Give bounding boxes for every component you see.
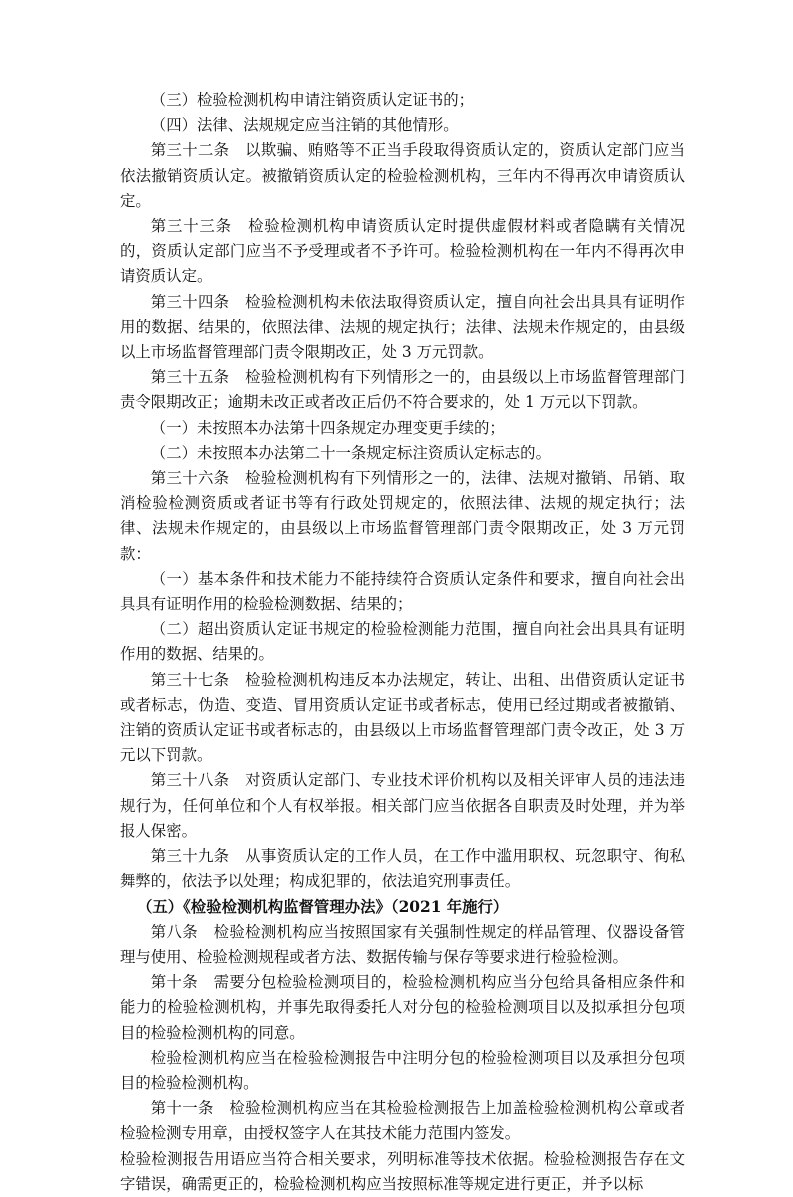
article-11-paragraph: 第十一条 检验检测机构应当在其检验检测报告上加盖检验检测机构公章或者检验检测专用章，由授权签字人在其技术能力范围内签发。 xyxy=(120,1099,685,1143)
document-page xyxy=(120,88,685,1197)
article-11-subparagraph: 检验检测报告用语应当符合相关要求，列明标准等技术依据。检验检测报告存在文字错误，确需更正的，检验检测机构应当按照标准等规定进行更正，并予以标 xyxy=(120,1149,685,1193)
article-34-paragraph: 第三十四条 检验检测机构未依法取得资质认定，擅自向社会出具具有证明作用的数据、结果的，依照法律、法规的规定执行；法律、法规未作规定的，由县级以上市场监督管理部门责令限期改正，处 3 万元罚款。 xyxy=(120,292,685,362)
article-35-paragraph: 第三十五条 检验检测机构有下列情形之一的，由县级以上市场监督管理部门责令限期改正；逾期未改正或者改正后仍不符合要求的，处 1 万元以下罚款。 xyxy=(120,368,685,412)
article-33-paragraph: 第三十三条 检验检测机构申请资质认定时提供虚假材料或者隐瞒有关情况的，资质认定部门应当不予受理或者不予许可。检验检测机构在一年内不得再次申请资质认定。 xyxy=(120,217,685,286)
article-38-paragraph: 第三十八条 对资质认定部门、专业技术评价机构以及相关评审人员的违法违规行为，任何单位和个人有权举报。相关部门应当依据各自职责及时处理，并为举报人保密。 xyxy=(120,771,685,840)
item-4-paragraph: （四）法律、法规规定应当注销的其他情形。 xyxy=(150,116,459,135)
section-heading: （五）《检验检测机构监督管理办法》（2021 年施行） xyxy=(136,897,509,916)
item-3-paragraph: （三）检验检测机构申请注销资质认定证书的； xyxy=(150,91,475,109)
article-35-item-2: （二）未按照本办法第二十一条规定标注资质认定标志的。 xyxy=(150,443,551,462)
article-32-paragraph: 第三十二条 以欺骗、贿赂等不正当手段取得资质认定的，资质认定部门应当依法撤销资质认定。被撤销资质认定的检验检测机构，三年内不得再次申请资质认定。 xyxy=(120,141,685,210)
article-10-subparagraph: 检验检测机构应当在检验检测报告中注明分包的检验检测项目以及承担分包项目的检验检测机构。 xyxy=(120,1048,685,1092)
article-39-paragraph: 第三十九条 从事资质认定的工作人员，在工作中滥用职权、玩忽职守、徇私舞弊的，依法予以处理；构成犯罪的，依法追究刑事责任。 xyxy=(120,847,685,891)
article-36-paragraph: 第三十六条 检验检测机构有下列情形之一的，法律、法规对撤销、吊销、取消检验检测资质或者证书等有行政处罚规定的，依照法律、法规的规定执行；法律、法规未作规定的，由县级以上市场监督管理部门责令限期改正，处 3 万元罚款： xyxy=(120,469,685,563)
article-8-paragraph: 第八条 检验检测机构应当按照国家有关强制性规定的样品管理、仪器设备管理与使用、检验检测规程或者方法、数据传输与保存等要求进行检验检测。 xyxy=(120,922,685,966)
article-36-item-2: （二）超出资质认定证书规定的检验检测能力范围，擅自向社会出具具有证明作用的数据、结果的。 xyxy=(120,620,685,664)
article-37-paragraph: 第三十七条 检验检测机构违反本办法规定，转让、出租、出借资质认定证书或者标志，伪造、变造、冒用资质认定证书或者标志，使用已经过期或者被撤销、注销的资质认定证书或者标志的，由县级以上市场监督管理部门责令改正，处 3 万元以下罚款。 xyxy=(120,670,685,765)
article-36-item-1: （一）基本条件和技术能力不能持续符合资质认定条件和要求，擅自向社会出具具有证明作用的检验检测数据、结果的； xyxy=(120,569,685,614)
article-35-item-1: （一）未按照本办法第十四条规定办理变更手续的； xyxy=(150,418,505,437)
article-10-paragraph: 第十条 需要分包检验检测项目的，检验检测机构应当分包给具备相应条件和能力的检验检测机构，并事先取得委托人对分包的检验检测项目以及拟承担分包项目的检验检测机构的同意。 xyxy=(120,973,685,1042)
